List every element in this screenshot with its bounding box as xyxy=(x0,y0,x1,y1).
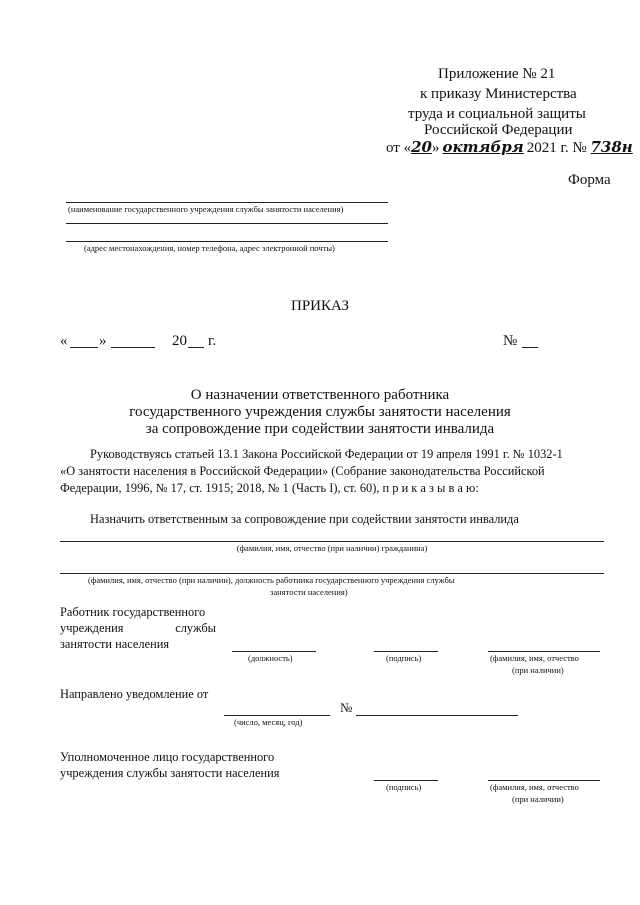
document-title: ПРИКАЗ xyxy=(291,298,349,314)
org-name-line-2 xyxy=(66,223,388,224)
notification-number-sign: № xyxy=(340,700,353,715)
worker-label-line-3: занятости населения xyxy=(60,637,170,651)
authorized-label-line-1: Уполномоченное лицо государственного xyxy=(60,750,275,764)
date-mid: » xyxy=(431,140,440,156)
worker-fio-line xyxy=(488,651,600,652)
notification-number-line xyxy=(356,715,518,716)
body-p1-line-2: «О занятости населения в Российской Федерации» (Собрание законодательства Российской xyxy=(60,464,545,478)
worker-name-line xyxy=(60,573,604,574)
body-p1-line-3: Федерации, 1996, № 17, ст. 1915; 2018, № 1 (Часть I), ст. 60), п р и к а з ы в а ю: xyxy=(60,481,479,495)
worker-fio-caption-line-1: (фамилия, имя, отчество xyxy=(490,653,579,663)
date-prefix: от « xyxy=(386,140,412,156)
authorized-fio-caption-line-2: (при наличии) xyxy=(512,794,564,804)
authorized-fio-caption-line-1: (фамилия, имя, отчество xyxy=(490,782,579,792)
org-address-caption: (адрес местонахождения, номер телефона, адрес электронной почты) xyxy=(84,243,335,253)
appendix-line-3: труда и социальной защиты xyxy=(408,106,586,122)
year-prefix: 20 xyxy=(172,333,187,349)
form-label: Форма xyxy=(568,172,611,188)
worker-fio-caption-line-2: (при наличии) xyxy=(512,665,564,675)
org-address-line xyxy=(66,241,388,242)
authorized-signature-caption: (подпись) xyxy=(386,782,422,792)
appendix-line-4: Российской Федерации xyxy=(424,122,573,138)
authorized-signature-line xyxy=(374,780,438,781)
notification-date-caption: (число, месяц, год) xyxy=(234,717,303,727)
worker-caption-line-1: (фамилия, имя, отчество (при наличии), должность работника государственного учреждения службы xyxy=(88,575,455,585)
notification-label: Направлено уведомление от xyxy=(60,687,209,701)
date-day: 20 xyxy=(411,138,432,156)
subject-line-3: за сопровождение при содействии занятости инвалида xyxy=(145,421,495,437)
year-suffix: г. xyxy=(208,333,217,349)
date-month: октября xyxy=(442,138,524,156)
month-blank xyxy=(111,347,155,348)
org-name-line xyxy=(66,202,388,203)
worker-signature-caption: (подпись) xyxy=(386,653,422,663)
close-quote: » xyxy=(99,333,107,349)
appendix-date-line xyxy=(386,138,633,157)
authorized-fio-line xyxy=(488,780,600,781)
open-quote: « xyxy=(60,333,68,349)
authorized-label-line-2: учреждения службы занятости населения xyxy=(60,766,280,780)
body-p1-line-1: Руководствуясь статьей 13.1 Закона Российской Федерации от 19 апреля 1991 г. № 1032-1 xyxy=(90,447,563,461)
worker-caption-line-2: занятости населения) xyxy=(270,587,348,597)
order-number: 738н xyxy=(590,138,633,156)
subject-line-1: О назначении ответственного работника xyxy=(190,387,450,403)
worker-position-caption: (должность) xyxy=(248,653,293,663)
notification-date-line xyxy=(224,715,330,716)
day-blank xyxy=(70,347,98,348)
appendix-line-2: к приказу Министерства xyxy=(420,86,577,102)
year-blank xyxy=(188,347,204,348)
worker-position-line xyxy=(232,651,316,652)
citizen-name-caption: (фамилия, имя, отчество (при наличии) гражданина) xyxy=(236,543,428,553)
citizen-name-line xyxy=(60,541,604,542)
worker-label-line-1: Работник государственного xyxy=(60,605,206,619)
number-blank xyxy=(522,347,538,348)
subject-line-2: государственного учреждения службы занятости населения xyxy=(129,404,511,420)
worker-label-line-2: учреждения службы xyxy=(60,621,216,635)
number-sign: № xyxy=(503,333,518,349)
date-year: 2021 г. № xyxy=(526,140,587,156)
appendix-line-1: Приложение № 21 xyxy=(438,66,556,82)
body-p2: Назначить ответственным за сопровождение при содействии занятости инвалида xyxy=(90,512,519,526)
org-name-caption: (наименование государственного учреждения службы занятости населения) xyxy=(68,204,344,214)
worker-signature-line xyxy=(374,651,438,652)
